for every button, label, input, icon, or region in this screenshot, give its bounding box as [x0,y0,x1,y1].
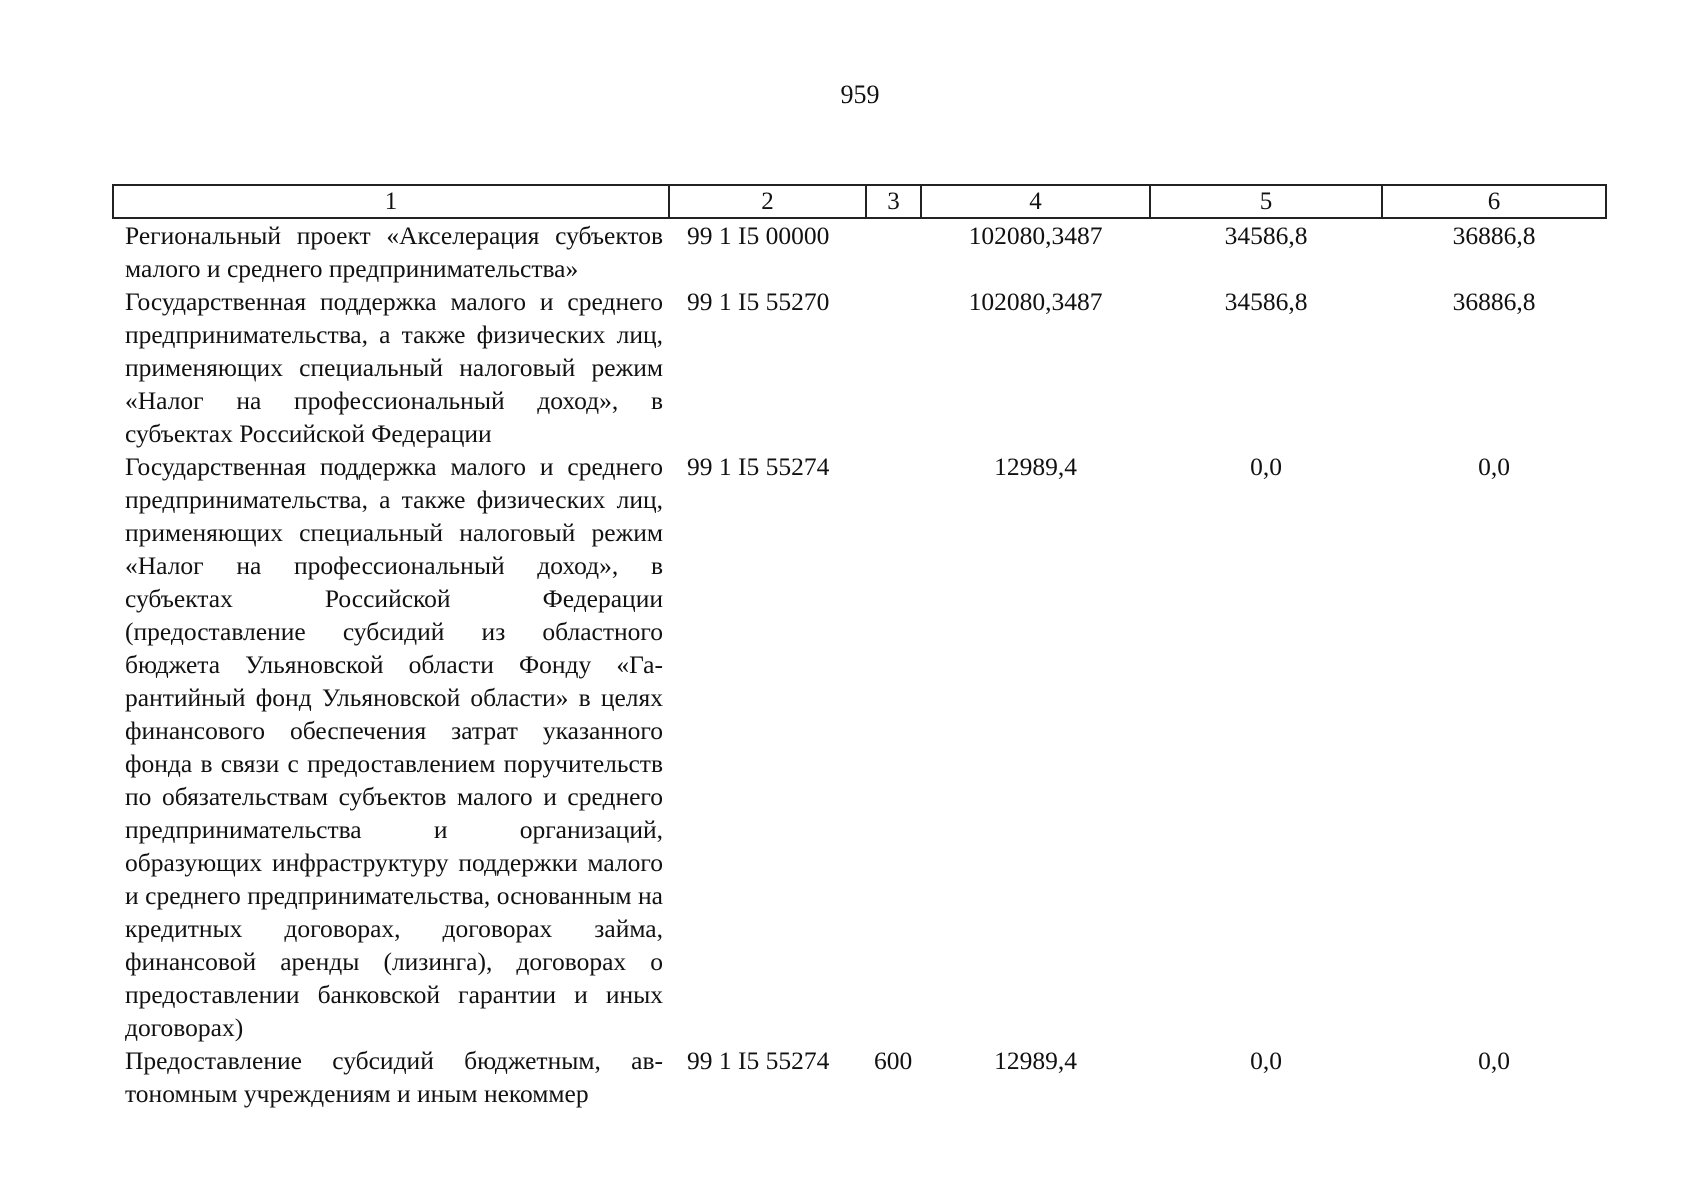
column-header-5: 5 [1150,185,1382,218]
table-row [113,1044,1606,1110]
table-header-row [113,185,1606,218]
column-header-2: 2 [669,185,866,218]
row-name: Предоставление субсидий бюджетным, автономным учреждениям и иным некоммер [125,1046,663,1108]
row-value-col5: 0,0 [1250,1046,1282,1075]
budget-table [112,184,1607,1110]
row-name: Региональный проект «Акселерация субъектов малого и среднего предпринимательства» [125,221,663,283]
row-value-col4: 12989,4 [994,452,1077,481]
row-name: Государственная поддержка малого и среднего предпринимательства, а также физических лиц, применяющих специальный налоговый режим «Налог на профессиональный доход», в субъектах Российской Федерации (предоставление субсидий из областного бюджета Ульяновской области Фонду «Гарантийный фонд Ульяновской области» в целях финансового обеспечения затрат указанного фонда в связи с предоставлением поручительств по обязательствам субъектов малого и среднего предпринимательства и организаций, образующих инфраструктуру поддержки малого и среднего предпринимательства, основанным на кредитных договорах, договорах займа, финансовой аренды (лизинга), договорах о предоставлении банковской гарантии и иных договорах) [125,452,663,1042]
row-value-col6: 36886,8 [1452,287,1536,316]
row-value-col6: 0,0 [1478,1046,1510,1075]
row-expense-type [866,218,921,285]
column-header-4: 4 [921,185,1150,218]
row-expense-type [866,450,921,1044]
row-value-col5: 34586,8 [1224,287,1308,316]
row-code: 99 1 I5 55274 [687,452,830,481]
column-header-6: 6 [1382,185,1606,218]
page-number: 959 [840,80,880,109]
row-expense-type: 600 [874,1046,913,1075]
row-value-col4: 102080,3487 [968,221,1103,250]
row-name: Государственная поддержка малого и среднего предпринимательства, а также физических лиц, применяющих специальный налоговый режим «Налог на профессиональный доход», в субъектах Российской Федерации [125,287,663,448]
table-row [113,218,1606,285]
table-row [113,450,1606,1044]
row-value-col4: 102080,3487 [968,287,1103,316]
row-value-col6: 36886,8 [1452,221,1536,250]
column-header-3: 3 [866,185,921,218]
row-value-col4: 12989,4 [994,1046,1077,1075]
row-code: 99 1 I5 00000 [687,221,830,250]
row-value-col5: 0,0 [1250,452,1282,481]
table-row [113,285,1606,450]
row-value-col6: 0,0 [1478,452,1510,481]
column-header-1: 1 [113,185,669,218]
row-code: 99 1 I5 55270 [687,287,830,316]
row-expense-type [866,285,921,450]
row-code: 99 1 I5 55274 [687,1046,830,1075]
row-value-col5: 34586,8 [1224,221,1308,250]
